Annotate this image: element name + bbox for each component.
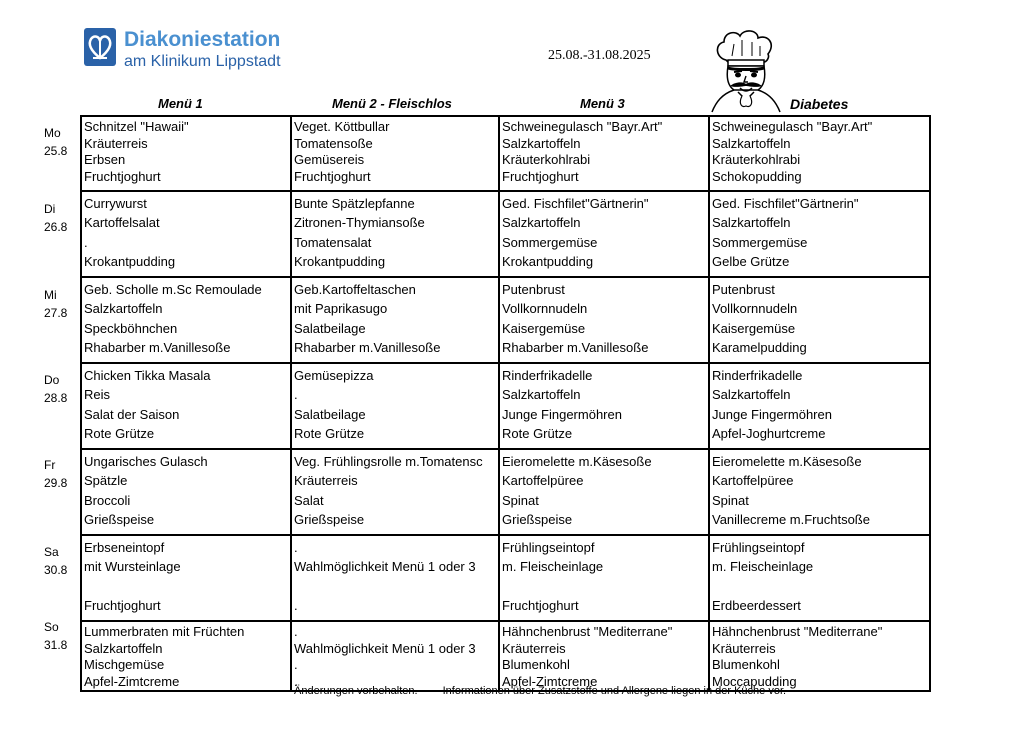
menu-cell	[81, 449, 291, 535]
dish-line: Kartoffelpüree	[502, 473, 584, 489]
dish-line	[84, 577, 288, 596]
dish-line: Sommergemüse	[712, 234, 808, 250]
dish-line: .	[294, 673, 298, 689]
footer-note	[294, 685, 786, 697]
dish-line: mit Paprikasugo	[294, 301, 388, 317]
menu-cell	[499, 449, 709, 535]
dish-line: Apfel-Joghurtcreme	[712, 425, 826, 441]
menu-cell	[499, 535, 709, 621]
day-date: 28.8	[44, 391, 68, 405]
date-range: 25.08.-31.08.2025	[548, 48, 651, 63]
dish-line: Gelbe Grütze	[712, 253, 790, 269]
dish-line: .	[294, 624, 298, 639]
dish-line: Fruchtjoghurt	[502, 168, 579, 184]
dish-line: Kräuterkohlrabi	[712, 152, 801, 167]
column-heading-menu-1: Menü 1	[158, 96, 203, 111]
dish-line: Putenbrust	[502, 282, 565, 297]
dish-line	[294, 577, 496, 596]
dish-line: Rinderfrikadelle	[712, 368, 803, 383]
menu-table	[80, 115, 931, 692]
menu-cell	[709, 449, 930, 535]
dish-line: Veget. Köttbullar	[294, 119, 390, 134]
dish-line: .	[294, 387, 298, 403]
day-date: 27.8	[44, 306, 68, 320]
dish-line: Lummerbraten mit Früchten	[84, 624, 245, 639]
menu-cell	[291, 191, 499, 277]
dish-line: Blumenkohl	[712, 657, 780, 672]
dish-line: Salzkartoffeln	[712, 215, 791, 231]
dish-line: Rinderfrikadelle	[502, 368, 593, 383]
menu-cell	[499, 363, 709, 449]
dish-line: Junge Fingermöhren	[502, 406, 622, 422]
dish-line: Vollkornnudeln	[712, 301, 798, 317]
dish-line: Spätzle	[84, 473, 128, 489]
dish-line: Tomatensalat	[294, 234, 372, 250]
dish-line: Geb.Kartoffeltaschen	[294, 282, 416, 297]
dish-line: Kräuterreis	[502, 640, 566, 656]
dish-line: Kaisergemüse	[502, 320, 586, 336]
dish-line: Grießspeise	[294, 511, 365, 527]
menu-cell	[81, 277, 291, 363]
menu-cell	[499, 116, 709, 191]
dish-line: Apfel-Zimtcreme	[502, 673, 598, 689]
dish-line: Ged. Fischfilet"Gärtnerin"	[712, 196, 859, 211]
dish-line: Salzkartoffeln	[502, 387, 581, 403]
dish-line: Krokantpudding	[84, 253, 176, 269]
menu-cell	[291, 621, 499, 691]
dish-line: Erbsen	[84, 152, 126, 167]
diakonie-logo-icon	[84, 28, 116, 66]
dish-line: Fruchtjoghurt	[84, 168, 161, 184]
column-heading-diabetes: Diabetes	[790, 96, 849, 112]
day-label-tuesday	[44, 200, 67, 236]
dish-line: Frühlingseintopf	[502, 540, 595, 555]
dish-line: Salzkartoffeln	[84, 301, 163, 317]
logo-name: Diakoniestation	[124, 28, 281, 51]
menu-cell	[291, 449, 499, 535]
dish-line: Kräuterreis	[294, 473, 358, 489]
dish-line: Salatbeilage	[294, 320, 366, 336]
dish-line: Sommergemüse	[502, 234, 598, 250]
menu-cell	[81, 535, 291, 621]
logo-subtitle: am Klinikum Lippstadt	[124, 53, 281, 70]
dish-line: Putenbrust	[712, 282, 775, 297]
dish-line: Salzkartoffeln	[712, 135, 791, 151]
menu-cell	[81, 116, 291, 191]
dish-line: Spinat	[502, 492, 539, 508]
dish-line: Rote Grütze	[84, 425, 155, 441]
dish-line: Kartoffelpüree	[712, 473, 794, 489]
footer-allergen-note: Informationen über Zusatzstoffe und Allergene liegen in der Küche vor.	[442, 685, 787, 697]
dish-line: Kaisergemüse	[712, 320, 796, 336]
dish-line: Reis	[84, 387, 111, 403]
dish-line: Rhabarber m.Vanillesoße	[84, 339, 231, 355]
dish-line: Ungarisches Gulasch	[84, 454, 208, 469]
weekday: Mi	[44, 288, 57, 302]
table-row	[81, 116, 930, 191]
dish-line: Krokantpudding	[294, 253, 386, 269]
dish-line: Hähnchenbrust "Mediterrane"	[712, 624, 883, 639]
dish-line: Kräuterreis	[712, 640, 776, 656]
day-label-monday	[44, 124, 67, 160]
dish-line: Fruchtjoghurt	[84, 597, 161, 613]
dish-line: Fruchtjoghurt	[502, 597, 579, 613]
dish-line: Kräuterreis	[84, 135, 148, 151]
dish-line: Wahlmöglichkeit Menü 1 oder 3	[294, 559, 476, 575]
column-heading-menu-3: Menü 3	[580, 96, 625, 111]
dish-line: Eieromelette m.Käsesoße	[712, 454, 862, 469]
dish-line: Chicken Tikka Masala	[84, 368, 211, 383]
dish-line: Kartoffelsalat	[84, 215, 160, 231]
menu-cell	[81, 363, 291, 449]
dish-line: Schweinegulasch "Bayr.Art"	[502, 119, 663, 134]
menu-cell	[291, 277, 499, 363]
dish-line: Eieromelette m.Käsesoße	[502, 454, 652, 469]
menu-cell	[291, 116, 499, 191]
table-row	[81, 535, 930, 621]
dish-line: Junge Fingermöhren	[712, 406, 832, 422]
menu-cell	[709, 363, 930, 449]
dish-line: Gemüsereis	[294, 152, 365, 167]
dish-line: Currywurst	[84, 196, 147, 211]
menu-cell	[709, 191, 930, 277]
dish-line: Blumenkohl	[502, 657, 570, 672]
dish-line: Vollkornnudeln	[502, 301, 588, 317]
table-row	[81, 363, 930, 449]
dish-line: .	[294, 540, 298, 555]
dish-line: Vanillecreme m.Fruchtsoße	[712, 511, 870, 527]
dish-line: Apfel-Zimtcreme	[84, 673, 180, 689]
weekday: So	[44, 620, 59, 634]
day-label-saturday	[44, 543, 67, 579]
menu-cell	[709, 535, 930, 621]
table-row	[81, 277, 930, 363]
weekday: Mo	[44, 126, 61, 140]
dish-line: Grießspeise	[502, 511, 573, 527]
dish-line: Wahlmöglichkeit Menü 1 oder 3	[294, 640, 476, 656]
table-row	[81, 191, 930, 277]
dish-line: Frühlingseintopf	[712, 540, 805, 555]
menu-cell	[81, 621, 291, 691]
dish-line: Grießspeise	[84, 511, 155, 527]
dish-line: Rote Grütze	[502, 425, 573, 441]
dish-line: Mischgemüse	[84, 657, 165, 672]
day-label-thursday	[44, 371, 67, 407]
dish-line: Rhabarber m.Vanillesoße	[502, 339, 649, 355]
dish-line: Schnitzel "Hawaii"	[84, 119, 189, 134]
dish-line: Spinat	[712, 492, 749, 508]
chef-illustration	[708, 26, 784, 114]
day-date: 26.8	[44, 220, 68, 234]
dish-line: Kräuterkohlrabi	[502, 152, 591, 167]
day-date: 29.8	[44, 476, 68, 490]
dish-line: Salzkartoffeln	[84, 640, 163, 656]
table-row	[81, 621, 930, 691]
dish-line: Veg. Frühlingsrolle m.Tomatensc	[294, 454, 483, 469]
column-heading-menu-2: Menü 2 - Fleischlos	[332, 96, 452, 111]
dish-line: Gemüsepizza	[294, 368, 374, 383]
footer-changes-note: Änderungen vorbehalten.	[294, 685, 418, 697]
dish-line: Krokantpudding	[502, 253, 594, 269]
dish-line: Salatbeilage	[294, 406, 366, 422]
day-label-friday	[44, 456, 67, 492]
dish-line: Zitronen-Thymiansoße	[294, 215, 425, 231]
dish-line: Rhabarber m.Vanillesoße	[294, 339, 441, 355]
dish-line: Rote Grütze	[294, 425, 365, 441]
dish-line: Schokopudding	[712, 168, 802, 184]
weekday: Di	[44, 202, 56, 216]
menu-cell	[709, 116, 930, 191]
dish-line: Salat der Saison	[84, 406, 180, 422]
dish-line: Salat	[294, 492, 324, 508]
dish-line	[502, 577, 706, 596]
table-row	[81, 449, 930, 535]
day-date: 25.8	[44, 144, 68, 158]
menu-cell	[81, 191, 291, 277]
weekday: Fr	[44, 458, 56, 472]
dish-line: .	[294, 597, 298, 613]
menu-cell	[499, 621, 709, 691]
dish-line: m. Fleischeinlage	[502, 559, 604, 575]
dish-line: Salzkartoffeln	[712, 387, 791, 403]
dish-line	[712, 577, 927, 596]
dish-line: Geb. Scholle m.Sc Remoulade	[84, 282, 262, 297]
dish-line: Erbseneintopf	[84, 540, 165, 555]
weekday: Do	[44, 373, 60, 387]
day-label-sunday	[44, 618, 67, 654]
menu-cell	[499, 277, 709, 363]
dish-line: Schweinegulasch "Bayr.Art"	[712, 119, 873, 134]
dish-line: Hähnchenbrust "Mediterrane"	[502, 624, 673, 639]
dish-line: Salzkartoffeln	[502, 135, 581, 151]
dish-line: Erdbeerdessert	[712, 597, 801, 613]
dish-line: mit Wursteinlage	[84, 559, 181, 575]
day-date: 31.8	[44, 638, 68, 652]
menu-cell	[499, 191, 709, 277]
dish-line: .	[84, 234, 88, 250]
dish-line: Bunte Spätzlepfanne	[294, 196, 415, 211]
dish-line: Salzkartoffeln	[502, 215, 581, 231]
dish-line: Broccoli	[84, 492, 131, 508]
menu-cell	[291, 363, 499, 449]
day-date: 30.8	[44, 563, 68, 577]
menu-cell	[291, 535, 499, 621]
dish-line: m. Fleischeinlage	[712, 559, 814, 575]
dish-line: Ged. Fischfilet"Gärtnerin"	[502, 196, 649, 211]
weekday: Sa	[44, 545, 59, 559]
dish-line: Moccapudding	[712, 673, 797, 689]
menu-cell	[709, 621, 930, 691]
dish-line: Speckböhnchen	[84, 320, 178, 336]
dish-line: .	[294, 657, 298, 672]
dish-line: Karamelpudding	[712, 339, 807, 355]
day-label-wednesday	[44, 286, 67, 322]
menu-cell	[709, 277, 930, 363]
dish-line: Fruchtjoghurt	[294, 168, 371, 184]
dish-line: Tomatensoße	[294, 135, 373, 151]
